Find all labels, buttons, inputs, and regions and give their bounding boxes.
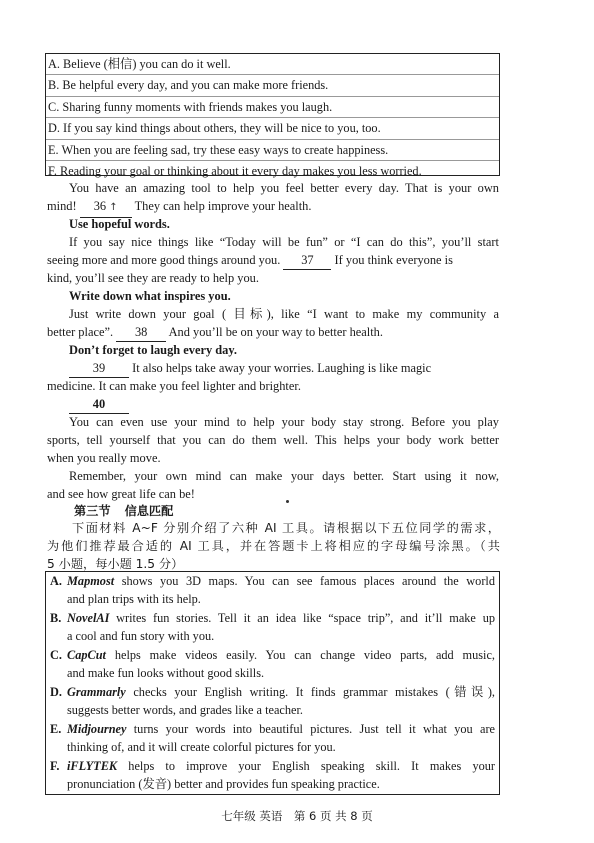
blank-37: 37 xyxy=(283,251,331,270)
tool-desc: helps make videos easily. You can change video parts, add music, xyxy=(114,648,496,662)
tool-name: Mapmost xyxy=(67,574,115,588)
tool-f xyxy=(46,757,499,794)
p2-line-2 xyxy=(47,323,499,342)
tool-line-1 xyxy=(67,573,495,591)
tools-box xyxy=(45,571,500,795)
tool-desc: helps to improve your English speaking skill. It makes your xyxy=(128,759,495,773)
tool-name: Grammarly xyxy=(67,685,126,699)
tool-letter: A. xyxy=(50,574,62,588)
p1-text-a: seeing more and more good things around you. xyxy=(47,253,281,267)
tool-letter: D. xyxy=(50,685,62,699)
tool-b xyxy=(46,609,499,646)
p3-line-1 xyxy=(47,359,499,378)
tool-letter: C. xyxy=(50,648,62,662)
tool-name: NovelAI xyxy=(67,611,110,625)
tool-line-1 xyxy=(67,610,495,628)
section-number: 第三节 xyxy=(74,504,111,518)
tool-line-2: suggests better words, and grades like a teacher. xyxy=(67,702,303,717)
tool-d xyxy=(46,683,499,720)
tool-c xyxy=(46,646,499,683)
tool-letter: E. xyxy=(50,722,62,736)
p1-text-b: If you think everyone is xyxy=(334,253,453,267)
option-c: C. Sharing funny moments with friends makes you laugh. xyxy=(46,97,499,118)
p4-line-2: sports, tell yourself that you can do them well. This helps your body work better xyxy=(47,433,499,447)
tool-a xyxy=(46,572,499,609)
p4-line-3: when you really move. xyxy=(47,451,161,465)
tool-desc: turns your words into beautiful pictures. Just tell it what you are xyxy=(133,722,495,736)
tool-desc: shows you 3D maps. You can see famous places around the world xyxy=(121,574,495,588)
p3-line-2: medicine. It can make you feel lighter and brighter. xyxy=(47,379,301,393)
tool-letter: F. xyxy=(50,759,60,773)
tool-line-1 xyxy=(67,721,495,739)
instruction-line-1: 下面材料 A~F 分别介绍了六种 AI 工具。请根据以下五位同学的需求， xyxy=(72,521,500,535)
blank-40-line xyxy=(69,395,129,414)
p1-line-2 xyxy=(47,251,499,270)
option-e: E. When you are feeling sad, try these easy ways to create happiness. xyxy=(46,140,499,161)
tool-line-1 xyxy=(67,647,495,665)
p2-text-a: better place”. xyxy=(47,325,114,339)
heading-laugh: Don’t forget to laugh every day. xyxy=(69,343,237,357)
tool-name: Midjourney xyxy=(67,722,127,736)
tool-line-2: thinking of, and it will create colorful pictures for you. xyxy=(67,739,336,754)
blank-38: 38 xyxy=(116,323,166,342)
p2-line-1: Just write down your goal ( 目标), like “I want to make my community a xyxy=(69,307,499,321)
option-a: A. Believe (相信) you can do it well. xyxy=(46,54,499,75)
tool-line-2: a cool and fun story with you. xyxy=(67,628,215,643)
p3-text: It also helps take away your worries. Laughing is like magic xyxy=(132,361,432,375)
tool-line-2: and make fun looks without good skills. xyxy=(67,665,265,680)
tool-desc: writes fun stories. Tell it an idea like “space trip”, and it’ll make up xyxy=(116,611,495,625)
option-f: F. Reading your goal or thinking about it every day makes you less worried. xyxy=(48,163,422,178)
tool-line-1 xyxy=(67,758,495,776)
tool-desc: checks your English writing. It finds grammar mistakes (错误), xyxy=(133,685,495,699)
blank-40: 40 xyxy=(69,395,129,414)
section-name: 信息匹配 xyxy=(124,504,174,518)
tool-line-2: and plan trips with its help. xyxy=(67,591,201,606)
tool-name: CapCut xyxy=(67,648,106,662)
handwritten-mark: ↑ xyxy=(106,202,118,213)
tool-e xyxy=(46,720,499,757)
instruction-line-2: 为他们推荐最合适的 AI 工具，并在答题卡上将相应的字母编号涂黑。（共 xyxy=(47,539,500,553)
instruction-line-3: 5 小题，每小题 1.5 分） xyxy=(47,557,184,571)
tool-letter: B. xyxy=(50,611,62,625)
heading-write-down: Write down what inspires you. xyxy=(69,289,231,303)
page-footer: 七年级 英语 第 6 页 共 8 页 xyxy=(221,809,373,823)
tool-line-1 xyxy=(67,684,495,702)
blank-39: 39 xyxy=(69,359,129,378)
heading-hopeful-words: Use hopeful words. xyxy=(69,217,170,231)
option-d: D. If you say kind things about others, they will be nice to you, too. xyxy=(46,118,499,139)
intro-text-a: mind! xyxy=(47,199,77,213)
p5-line-2: and see how great life can be! xyxy=(47,487,195,501)
p1-line-3: kind, you’ll see they are ready to help you. xyxy=(47,271,259,285)
option-b: B. Be helpful every day, and you can make more friends. xyxy=(46,75,499,96)
section-3-title xyxy=(74,502,187,520)
intro-text-b: They can help improve your health. xyxy=(134,199,312,213)
options-box xyxy=(45,53,500,176)
tool-name: iFLYTEK xyxy=(67,759,118,773)
p4-line-1: You can even use your mind to help your body stay strong. Before you play xyxy=(69,415,499,429)
p2-text-b: And you’ll be on your way to better health. xyxy=(168,325,383,339)
tool-line-2: pronunciation (发音) better and provides fun speaking practice. xyxy=(67,776,380,791)
p5-line-1: Remember, your own mind can make your days better. Start using it now, xyxy=(69,469,499,483)
blank-36-number: 36 xyxy=(93,199,107,213)
p1-line-1: If you say nice things like “Today will be fun” or “I can do this”, you’ll start xyxy=(69,235,499,249)
stray-dot xyxy=(286,500,289,503)
intro-line-1: You have an amazing tool to help you feel better every day. That is your own xyxy=(69,181,499,195)
